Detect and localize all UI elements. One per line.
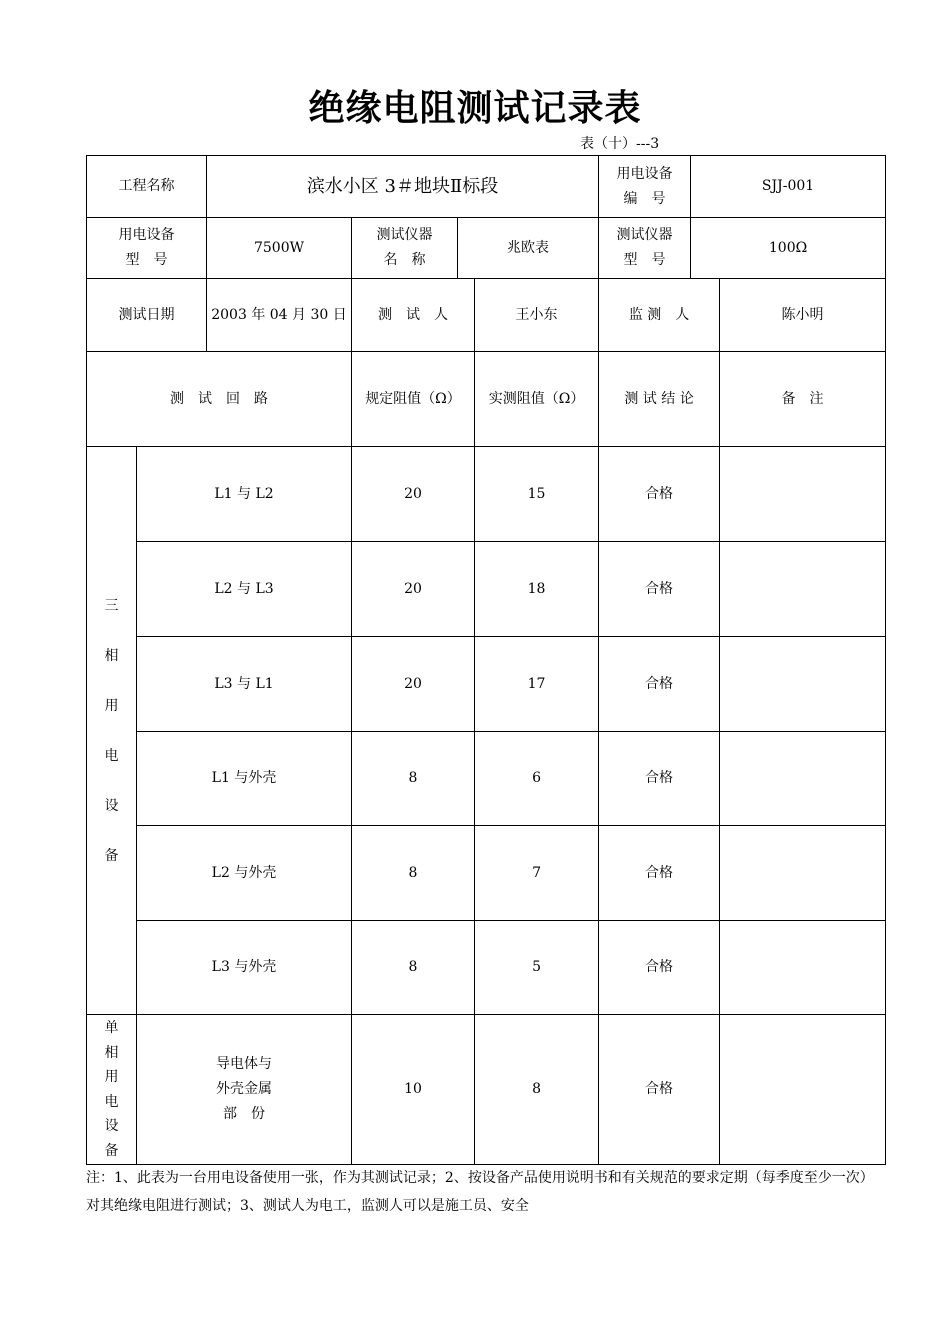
circuit-cell: L2 与 L3 [137, 542, 352, 637]
conclusion-cell: 合格 [599, 447, 720, 542]
measured-cell: 5 [475, 921, 599, 1015]
project-value: 滨水小区 3＃地块Ⅱ标段 [207, 156, 599, 218]
rated-cell: 20 [352, 637, 475, 732]
header-row-device [87, 218, 886, 279]
form-number: 表（十）---3 [580, 136, 660, 152]
device-no-label: 用电设备 编 号 [599, 156, 691, 218]
conclusion-cell: 合格 [599, 637, 720, 732]
conclusion-cell: 合格 [599, 542, 720, 637]
table-row [87, 826, 886, 921]
col-measured-header: 实测阻值（Ω） [475, 352, 599, 447]
rated-cell: 8 [352, 826, 475, 921]
conclusion-cell: 合格 [599, 826, 720, 921]
column-header-row [87, 352, 886, 447]
col-circuit-header: 测 试 回 路 [87, 352, 352, 447]
rated-cell: 8 [352, 732, 475, 826]
table-row [87, 732, 886, 826]
remarks-cell [720, 921, 886, 1015]
page-title: 绝缘电阻测试记录表 [308, 88, 642, 129]
circuit-cell: L1 与 L2 [137, 447, 352, 542]
circuit-cell: L2 与外壳 [137, 826, 352, 921]
remarks-cell [720, 447, 886, 542]
supervisor-value: 陈小明 [720, 279, 886, 352]
rated-cell: 10 [352, 1015, 475, 1165]
table-row [87, 921, 886, 1015]
footnote: 注：1、此表为一台用电设备使用一张，作为其测试记录；2、按设备产品使用说明书和有关规范的要求定期（每季度至少一次）对其绝缘电阻进行测试；3、测试人为电工，监测人可以是施工员、安全 [86, 1170, 874, 1214]
col-conclusion-header: 测 试 结 论 [599, 352, 720, 447]
date-value: 2003 年 04 月 30 日 [207, 279, 352, 352]
tester-label: 测 试 人 [352, 279, 475, 352]
table-row [87, 637, 886, 732]
conclusion-cell: 合格 [599, 732, 720, 826]
col-remarks-header: 备 注 [720, 352, 886, 447]
measured-cell: 7 [475, 826, 599, 921]
measured-cell: 8 [475, 1015, 599, 1165]
remarks-cell [720, 542, 886, 637]
instrument-model-value: 100Ω [691, 218, 886, 279]
measured-cell: 15 [475, 447, 599, 542]
header-row-project [87, 156, 886, 218]
single-phase-group-label: 单 相 用 电 设 备 [87, 1015, 137, 1165]
table-row [87, 542, 886, 637]
measured-cell: 17 [475, 637, 599, 732]
device-no-value: SJJ-001 [691, 156, 886, 218]
measured-cell: 6 [475, 732, 599, 826]
rated-cell: 8 [352, 921, 475, 1015]
circuit-cell: L1 与外壳 [137, 732, 352, 826]
measured-cell: 18 [475, 542, 599, 637]
rated-cell: 20 [352, 447, 475, 542]
insulation-test-table [86, 155, 886, 1165]
remarks-cell [720, 826, 886, 921]
table-row [87, 447, 886, 542]
header-row-date [87, 279, 886, 352]
circuit-cell: L3 与 L1 [137, 637, 352, 732]
three-phase-group-label: 三 相 用 电 设 备 [87, 447, 137, 1015]
single-phase-row [87, 1015, 886, 1165]
instrument-name-value: 兆欧表 [458, 218, 599, 279]
project-label: 工程名称 [87, 156, 207, 218]
instrument-name-label: 测试仪器 名 称 [352, 218, 458, 279]
conclusion-cell: 合格 [599, 921, 720, 1015]
tester-value: 王小东 [475, 279, 599, 352]
date-label: 测试日期 [87, 279, 207, 352]
circuit-cell: L3 与外壳 [137, 921, 352, 1015]
remarks-cell [720, 732, 886, 826]
device-model-label: 用电设备 型 号 [87, 218, 207, 279]
supervisor-label: 监 测 人 [599, 279, 720, 352]
instrument-model-label: 测试仪器 型 号 [599, 218, 691, 279]
remarks-cell [720, 1015, 886, 1165]
rated-cell: 20 [352, 542, 475, 637]
remarks-cell [720, 637, 886, 732]
conclusion-cell: 合格 [599, 1015, 720, 1165]
device-model-value: 7500W [207, 218, 352, 279]
col-rated-header: 规定阻值（Ω） [352, 352, 475, 447]
circuit-cell: 导电体与 外壳金属 部 份 [137, 1015, 352, 1165]
